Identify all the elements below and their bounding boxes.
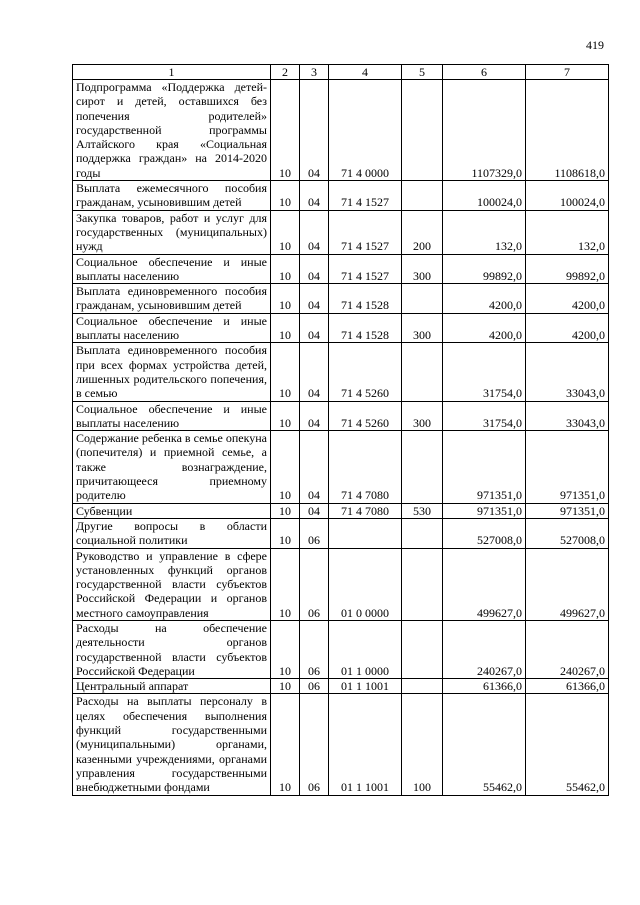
table-row bbox=[73, 620, 609, 678]
amount-year1-cell: 99892,0 bbox=[443, 254, 526, 284]
table-row bbox=[73, 80, 609, 181]
section-code-cell: 10 bbox=[271, 284, 300, 314]
subsection-code-cell: 06 bbox=[300, 518, 329, 548]
expense-type-cell bbox=[402, 343, 443, 401]
section-code-cell: 10 bbox=[271, 518, 300, 548]
expense-type-cell: 530 bbox=[402, 503, 443, 518]
table-row bbox=[73, 210, 609, 254]
row-name-cell: Другие вопросы в области социальной политики bbox=[73, 518, 271, 548]
table-header-row bbox=[73, 65, 609, 80]
section-code-cell: 10 bbox=[271, 548, 300, 620]
amount-year1-cell: 499627,0 bbox=[443, 548, 526, 620]
amount-year1-cell: 971351,0 bbox=[443, 431, 526, 503]
subsection-code-cell: 04 bbox=[300, 431, 329, 503]
row-name-cell: Центральный аппарат bbox=[73, 679, 271, 694]
expense-type-cell bbox=[402, 181, 443, 211]
amount-year2-cell: 1108618,0 bbox=[526, 80, 609, 181]
target-article-cell: 71 4 1527 bbox=[329, 210, 402, 254]
section-code-cell: 10 bbox=[271, 80, 300, 181]
row-name-cell: Социальное обеспечение и иные выплаты населению bbox=[73, 254, 271, 284]
subsection-code-cell: 06 bbox=[300, 679, 329, 694]
amount-year2-cell: 240267,0 bbox=[526, 620, 609, 678]
amount-year1-cell: 4200,0 bbox=[443, 284, 526, 314]
amount-year2-cell: 971351,0 bbox=[526, 503, 609, 518]
table-row bbox=[73, 284, 609, 314]
subsection-code-cell: 04 bbox=[300, 313, 329, 343]
section-code-cell: 10 bbox=[271, 503, 300, 518]
subsection-code-cell: 06 bbox=[300, 694, 329, 795]
target-article-cell: 71 4 1527 bbox=[329, 254, 402, 284]
amount-year2-cell: 499627,0 bbox=[526, 548, 609, 620]
table-row bbox=[73, 343, 609, 401]
amount-year1-cell: 55462,0 bbox=[443, 694, 526, 795]
target-article-cell: 01 1 0000 bbox=[329, 620, 402, 678]
amount-year2-cell: 33043,0 bbox=[526, 401, 609, 431]
section-code-cell: 10 bbox=[271, 254, 300, 284]
table-row bbox=[73, 313, 609, 343]
column-header: 2 bbox=[271, 65, 300, 80]
expense-type-cell: 300 bbox=[402, 254, 443, 284]
subsection-code-cell: 06 bbox=[300, 620, 329, 678]
amount-year1-cell: 240267,0 bbox=[443, 620, 526, 678]
expense-type-cell bbox=[402, 518, 443, 548]
row-name-cell: Выплата единовременного пособия гражданам, усыновившим детей bbox=[73, 284, 271, 314]
amount-year1-cell: 1107329,0 bbox=[443, 80, 526, 181]
amount-year1-cell: 31754,0 bbox=[443, 343, 526, 401]
subsection-code-cell: 04 bbox=[300, 254, 329, 284]
subsection-code-cell: 04 bbox=[300, 401, 329, 431]
target-article-cell: 71 4 7080 bbox=[329, 431, 402, 503]
row-name-cell: Социальное обеспечение и иные выплаты населению bbox=[73, 401, 271, 431]
expense-type-cell: 300 bbox=[402, 313, 443, 343]
row-name-cell: Расходы на обеспечение деятельности органов государственной власти субъектов Российской Федерации bbox=[73, 620, 271, 678]
target-article-cell: 71 4 7080 bbox=[329, 503, 402, 518]
amount-year2-cell: 132,0 bbox=[526, 210, 609, 254]
table-row bbox=[73, 679, 609, 694]
budget-table bbox=[72, 64, 609, 796]
subsection-code-cell: 04 bbox=[300, 343, 329, 401]
table-row bbox=[73, 503, 609, 518]
table-row bbox=[73, 548, 609, 620]
row-name-cell: Расходы на выплаты персоналу в целях обеспечения выполнения функций государственными (муниципальными) органами, казенными учреждениями, органами управления государственными внебюджетными фондами bbox=[73, 694, 271, 795]
row-name-cell: Выплата ежемесячного пособия гражданам, усыновившим детей bbox=[73, 181, 271, 211]
subsection-code-cell: 04 bbox=[300, 284, 329, 314]
expense-type-cell bbox=[402, 620, 443, 678]
section-code-cell: 10 bbox=[271, 620, 300, 678]
section-code-cell: 10 bbox=[271, 679, 300, 694]
column-header: 4 bbox=[329, 65, 402, 80]
amount-year1-cell: 971351,0 bbox=[443, 503, 526, 518]
row-name-cell: Закупка товаров, работ и услуг для государственных (муниципальных) нужд bbox=[73, 210, 271, 254]
subsection-code-cell: 04 bbox=[300, 210, 329, 254]
section-code-cell: 10 bbox=[271, 181, 300, 211]
expense-type-cell bbox=[402, 80, 443, 181]
column-header: 5 bbox=[402, 65, 443, 80]
amount-year2-cell: 33043,0 bbox=[526, 343, 609, 401]
expense-type-cell: 200 bbox=[402, 210, 443, 254]
target-article-cell: 71 4 1528 bbox=[329, 284, 402, 314]
target-article-cell: 71 4 0000 bbox=[329, 80, 402, 181]
column-header: 1 bbox=[73, 65, 271, 80]
amount-year2-cell: 4200,0 bbox=[526, 313, 609, 343]
amount-year2-cell: 61366,0 bbox=[526, 679, 609, 694]
target-article-cell: 01 1 1001 bbox=[329, 694, 402, 795]
target-article-cell: 71 4 1527 bbox=[329, 181, 402, 211]
amount-year2-cell: 4200,0 bbox=[526, 284, 609, 314]
amount-year1-cell: 4200,0 bbox=[443, 313, 526, 343]
amount-year1-cell: 100024,0 bbox=[443, 181, 526, 211]
section-code-cell: 10 bbox=[271, 343, 300, 401]
target-article-cell: 01 1 1001 bbox=[329, 679, 402, 694]
amount-year1-cell: 31754,0 bbox=[443, 401, 526, 431]
row-name-cell: Выплата единовременного пособия при всех формах устройства детей, лишенных родительского попечения, в семью bbox=[73, 343, 271, 401]
table-row bbox=[73, 181, 609, 211]
row-name-cell: Подпрограмма «Поддержка детей-сирот и детей, оставшихся без попечения родителей» государственной программы Алтайского края «Социальная поддержка граждан» на 2014-2020 годы bbox=[73, 80, 271, 181]
subsection-code-cell: 06 bbox=[300, 548, 329, 620]
amount-year2-cell: 971351,0 bbox=[526, 431, 609, 503]
amount-year2-cell: 99892,0 bbox=[526, 254, 609, 284]
row-name-cell: Руководство и управление в сфере установленных функций органов государственной власти субъектов Российской Федерации и органов местного самоуправления bbox=[73, 548, 271, 620]
section-code-cell: 10 bbox=[271, 401, 300, 431]
table-row bbox=[73, 518, 609, 548]
amount-year1-cell: 527008,0 bbox=[443, 518, 526, 548]
expense-type-cell: 300 bbox=[402, 401, 443, 431]
expense-type-cell bbox=[402, 284, 443, 314]
amount-year1-cell: 61366,0 bbox=[443, 679, 526, 694]
section-code-cell: 10 bbox=[271, 210, 300, 254]
row-name-cell: Субвенции bbox=[73, 503, 271, 518]
table-row bbox=[73, 254, 609, 284]
subsection-code-cell: 04 bbox=[300, 181, 329, 211]
table-row bbox=[73, 401, 609, 431]
target-article-cell: 01 0 0000 bbox=[329, 548, 402, 620]
target-article-cell: 71 4 5260 bbox=[329, 401, 402, 431]
row-name-cell: Социальное обеспечение и иные выплаты населению bbox=[73, 313, 271, 343]
page-number: 419 bbox=[586, 38, 604, 52]
subsection-code-cell: 04 bbox=[300, 503, 329, 518]
column-header: 3 bbox=[300, 65, 329, 80]
section-code-cell: 10 bbox=[271, 694, 300, 795]
column-header: 6 bbox=[443, 65, 526, 80]
amount-year1-cell: 132,0 bbox=[443, 210, 526, 254]
expense-type-cell bbox=[402, 431, 443, 503]
expense-type-cell bbox=[402, 548, 443, 620]
table-row bbox=[73, 431, 609, 503]
subsection-code-cell: 04 bbox=[300, 80, 329, 181]
amount-year2-cell: 100024,0 bbox=[526, 181, 609, 211]
section-code-cell: 10 bbox=[271, 431, 300, 503]
amount-year2-cell: 55462,0 bbox=[526, 694, 609, 795]
section-code-cell: 10 bbox=[271, 313, 300, 343]
expense-type-cell: 100 bbox=[402, 694, 443, 795]
amount-year2-cell: 527008,0 bbox=[526, 518, 609, 548]
target-article-cell: 71 4 5260 bbox=[329, 343, 402, 401]
target-article-cell: 71 4 1528 bbox=[329, 313, 402, 343]
column-header: 7 bbox=[526, 65, 609, 80]
table-row bbox=[73, 694, 609, 795]
expense-type-cell bbox=[402, 679, 443, 694]
target-article-cell bbox=[329, 518, 402, 548]
row-name-cell: Содержание ребенка в семье опекуна (попечителя) и приемной семье, а также вознаграждение, причитающееся приемному родителю bbox=[73, 431, 271, 503]
